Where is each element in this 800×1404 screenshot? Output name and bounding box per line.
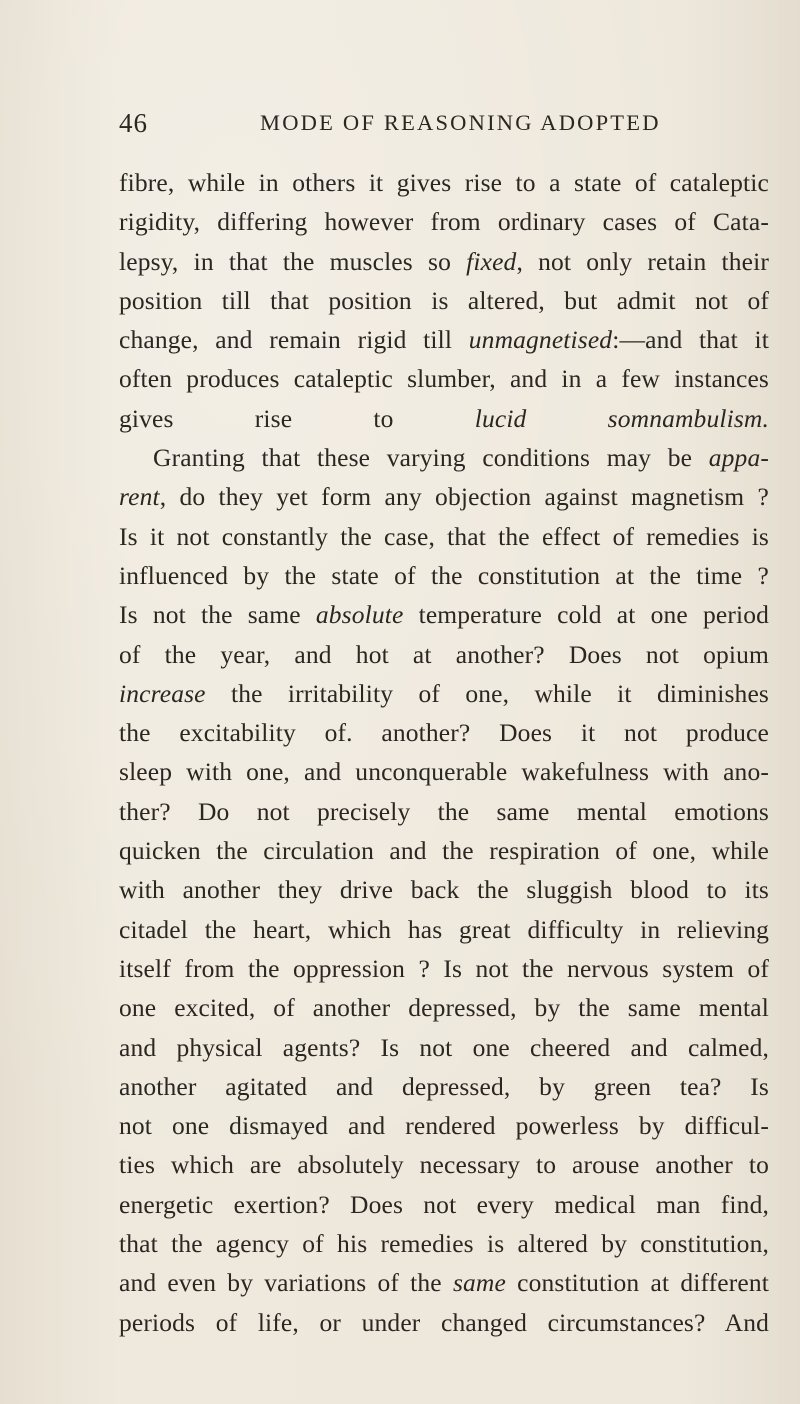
text-segment: quicken the circulation and the respiration of one, while [119, 836, 769, 866]
text-segment: sleep with one, and unconquerable wakefulness with ano- [119, 757, 769, 787]
text-segment: gives rise to [119, 403, 475, 433]
text-line [119, 399, 769, 438]
text-segment: change, and remain rigid till [119, 325, 469, 355]
text-line [119, 242, 769, 281]
text-segment: one excited, of another depressed, by the same mental [119, 993, 769, 1023]
italic-text: appa- [708, 443, 769, 473]
text-segment: rigidity, differing however from ordinary cases of Cata- [119, 207, 769, 237]
text-line [119, 1185, 769, 1224]
text-line [119, 1028, 769, 1067]
text-line [119, 1224, 769, 1263]
text-line [119, 635, 769, 674]
text-line [119, 477, 769, 516]
text-line [119, 556, 769, 595]
text-segment: , do they yet form any objection against magnetism ? [159, 482, 769, 512]
italic-text: lucid somnambulism. [474, 403, 769, 433]
text-segment: another agitated and depressed, by green tea? Is [119, 1071, 769, 1101]
text-line [119, 674, 769, 713]
text-segment: fibre, while in others it gives rise to a state of cataleptic [119, 168, 769, 197]
text-line [119, 910, 769, 949]
italic-text: same [452, 1268, 506, 1298]
text-line [119, 281, 769, 320]
text-line [119, 202, 769, 241]
text-line [119, 949, 769, 988]
text-segment: and physical agents? Is not one cheered and calmed, [119, 1032, 769, 1062]
text-segment: ties which are absolutely necessary to arouse another to [119, 1150, 769, 1180]
text-line [119, 320, 769, 359]
page-number: 46 [119, 108, 148, 138]
text-line [119, 1263, 769, 1302]
text-line [119, 792, 769, 831]
text-line [119, 163, 769, 202]
text-segment: influenced by the state of the constitution at the time ? [119, 560, 769, 590]
text-segment: the excitability of. another? Does it not produce [119, 718, 769, 748]
text-segment: itself from the oppression ? Is not the nervous system of [119, 953, 769, 983]
italic-text: absolute [315, 600, 404, 630]
text-segment: periods of life, or under changed circumstances? And [119, 1307, 769, 1337]
text-segment: temperature cold at one period [403, 600, 769, 630]
text-segment: citadel the heart, which has great difficulty in relieving [119, 914, 769, 944]
text-segment: with another they drive back the sluggish blood to its [119, 875, 769, 905]
body-text [119, 163, 769, 1342]
text-line [119, 752, 769, 791]
text-segment: Granting that these varying conditions may be [153, 443, 709, 473]
text-segment: Is not the same [119, 600, 316, 630]
text-segment: of the year, and hot at another? Does not opium [119, 639, 769, 669]
text-segment: lepsy, in that the muscles so [119, 246, 467, 276]
text-segment: often produces cataleptic slumber, and in a few instances [119, 364, 769, 394]
text-segment: energetic exertion? Does not every medical man find, [119, 1189, 769, 1219]
text-line [119, 988, 769, 1027]
text-segment: and even by variations of the [119, 1268, 453, 1298]
text-segment: position till that position is altered, but admit not of [119, 285, 769, 315]
text-line [119, 1145, 769, 1184]
text-segment: the irritability of one, while it diminishes [205, 678, 769, 708]
text-segment: ther? Do not precisely the same mental emotions [119, 796, 769, 826]
italic-text: unmagnetised [468, 325, 613, 355]
text-line [119, 1303, 769, 1342]
text-segment: , not only retain their [516, 246, 769, 276]
italic-text: increase [119, 678, 206, 708]
running-head: MODE OF REASONING ADOPTED [260, 110, 661, 135]
text-line [119, 517, 769, 556]
text-line [119, 359, 769, 398]
text-line [119, 438, 769, 477]
text-segment: constitution at different [505, 1268, 770, 1298]
page-header [119, 108, 709, 148]
text-segment: that the agency of his remedies is altered by constitution, [119, 1229, 769, 1259]
text-line [119, 831, 769, 870]
text-line [119, 870, 769, 909]
text-segment: not one dismayed and rendered powerless by difficul- [119, 1111, 769, 1141]
text-line [119, 1067, 769, 1106]
italic-text: rent [119, 482, 160, 512]
italic-text: fixed [466, 246, 517, 276]
text-line [119, 595, 769, 634]
text-line [119, 713, 769, 752]
text-segment: :—and that it [612, 325, 770, 355]
text-segment: Is it not constantly the case, that the effect of remedies is [119, 521, 769, 551]
text-line [119, 1106, 769, 1145]
